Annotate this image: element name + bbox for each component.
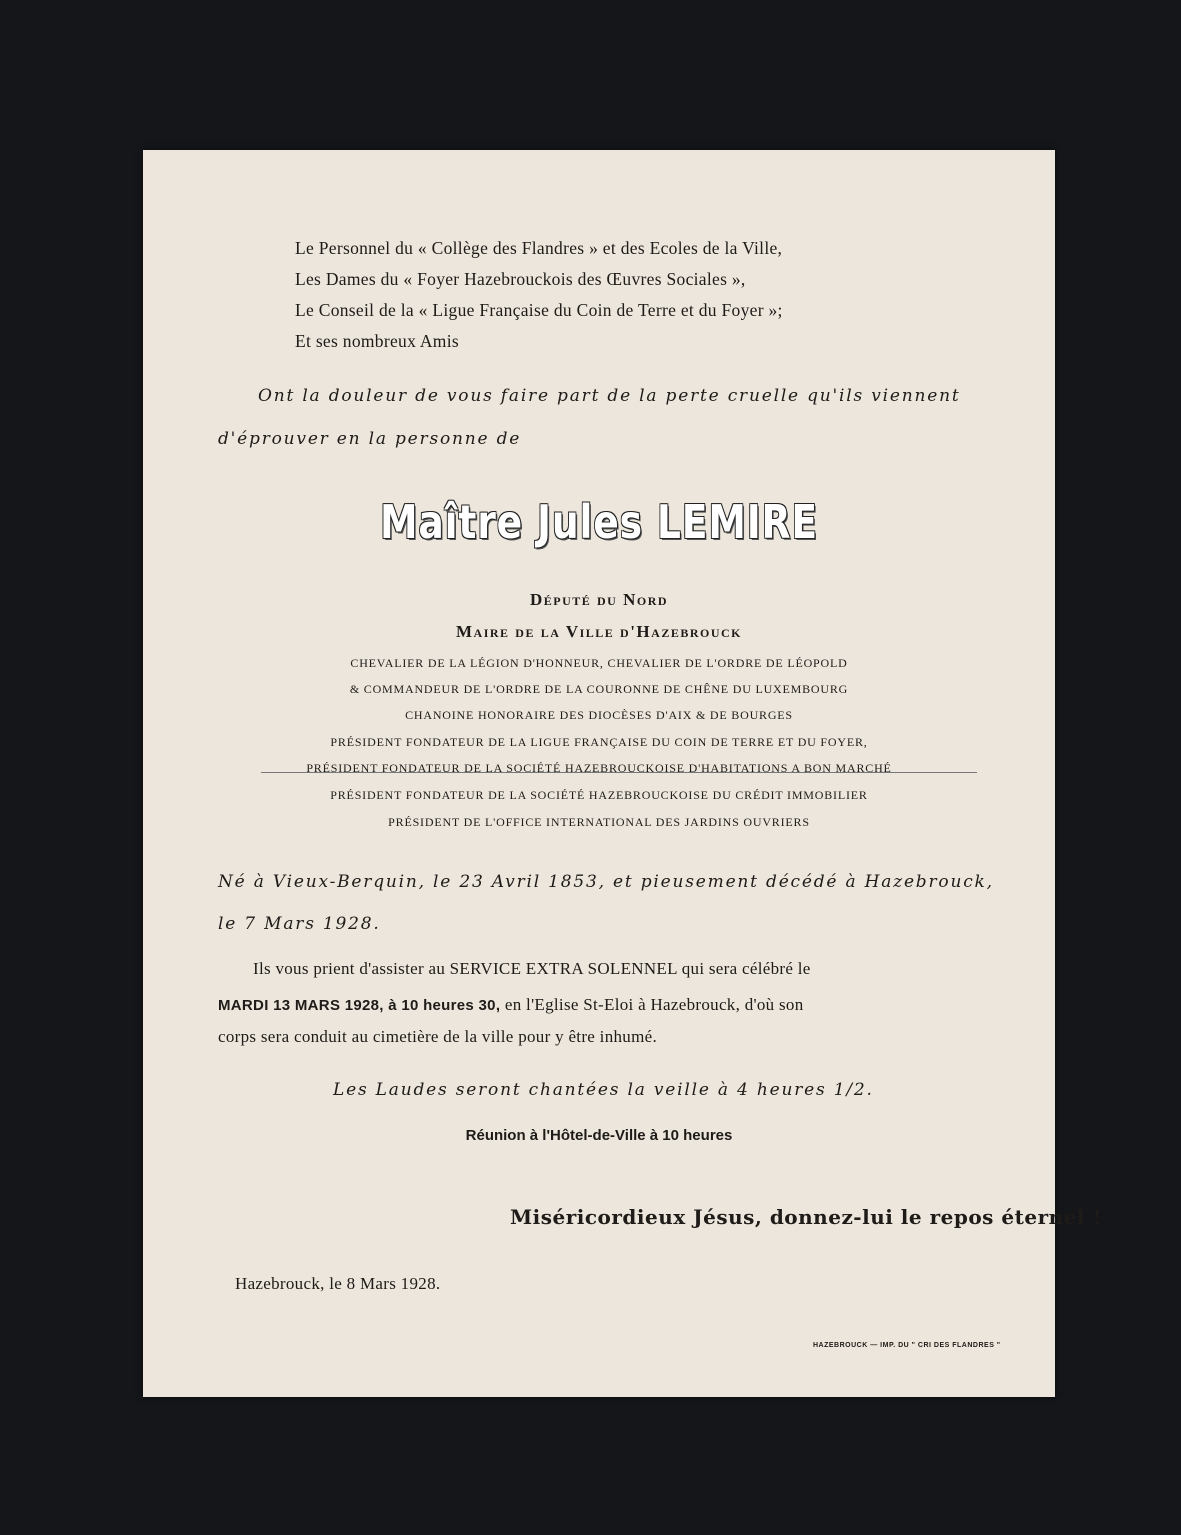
service-line xyxy=(218,995,804,1015)
honor-line: CHANOINE HONORAIRE DES DIOCÈSES D'AIX & DE BOURGES xyxy=(405,708,793,722)
laudes-line: Les Laudes seront chantées la veille à 4 heures 1/2. xyxy=(333,1080,874,1100)
announcement-line: d'éprouver en la personne de xyxy=(218,429,522,449)
honor-line: PRÉSIDENT FONDATEUR DE LA SOCIÉTÉ HAZEBROUCKOISE DU CRÉDIT IMMOBILIER xyxy=(330,788,868,802)
intro-line: Et ses nombreux Amis xyxy=(295,331,459,351)
intro-line: Les Dames du « Foyer Hazebrouckois des Œuvres Sociales », xyxy=(295,269,746,289)
honor-line: PRÉSIDENT FONDATEUR DE LA LIGUE FRANÇAISE DU COIN DE TERRE ET DU FOYER, xyxy=(330,735,868,749)
service-date: MARDI 13 MARS 1928, à 10 heures 30, xyxy=(218,997,501,1014)
intro-line: Le Personnel du « Collège des Flandres » et des Ecoles de la Ville, xyxy=(295,238,783,258)
title-deputy: Député du Nord xyxy=(529,590,669,609)
birth-death-line: Né à Vieux-Berquin, le 23 Avril 1853, et pieusement décédé à Hazebrouck, xyxy=(218,872,994,892)
honor-line: & COMMANDEUR DE L'ORDRE DE LA COURONNE DE CHÊNE DU LUXEMBOURG xyxy=(349,682,849,696)
place-date: Hazebrouck, le 8 Mars 1928. xyxy=(235,1274,441,1293)
reunion-line: Réunion à l'Hôtel-de-Ville à 10 heures xyxy=(465,1127,733,1144)
service-place: en l'Eglise St-Eloi à Hazebrouck, d'où son xyxy=(500,995,804,1014)
title-mayor: Maire de la Ville d'Hazebrouck xyxy=(456,622,742,641)
intro-line: Le Conseil de la « Ligue Française du Coin de Terre et du Foyer »; xyxy=(295,300,783,320)
printer-imprint: HAZEBROUCK — IMP. DU " CRI DES FLANDRES " xyxy=(813,1342,1001,1349)
honor-line: CHEVALIER DE LA LÉGION D'HONNEUR, CHEVALIER DE L'ORDRE DE LÉOPOLD xyxy=(350,656,848,670)
birth-death-line: le 7 Mars 1928. xyxy=(218,914,381,934)
prayer-line: Miséricordieux Jésus, donnez-lui le repos éternel ! xyxy=(510,1205,1102,1229)
honor-line: PRÉSIDENT FONDATEUR DE LA SOCIÉTÉ HAZEBROUCKOISE D'HABITATIONS A BON MARCHÉ xyxy=(306,761,892,775)
honor-line: PRÉSIDENT DE L'OFFICE INTERNATIONAL DES JARDINS OUVRIERS xyxy=(388,815,810,829)
announcement-line: Ont la douleur de vous faire part de la perte cruelle qu'ils viennent xyxy=(258,386,961,406)
service-line: Ils vous prient d'assister au SERVICE EXTRA SOLENNEL qui sera célébré le xyxy=(253,959,811,978)
funeral-notice-sheet xyxy=(143,150,1102,1397)
strikethrough-rule xyxy=(261,772,977,773)
service-line: corps sera conduit au cimetière de la ville pour y être inhumé. xyxy=(218,1027,658,1046)
deceased-name: Maître Jules LEMIRE xyxy=(379,495,819,549)
